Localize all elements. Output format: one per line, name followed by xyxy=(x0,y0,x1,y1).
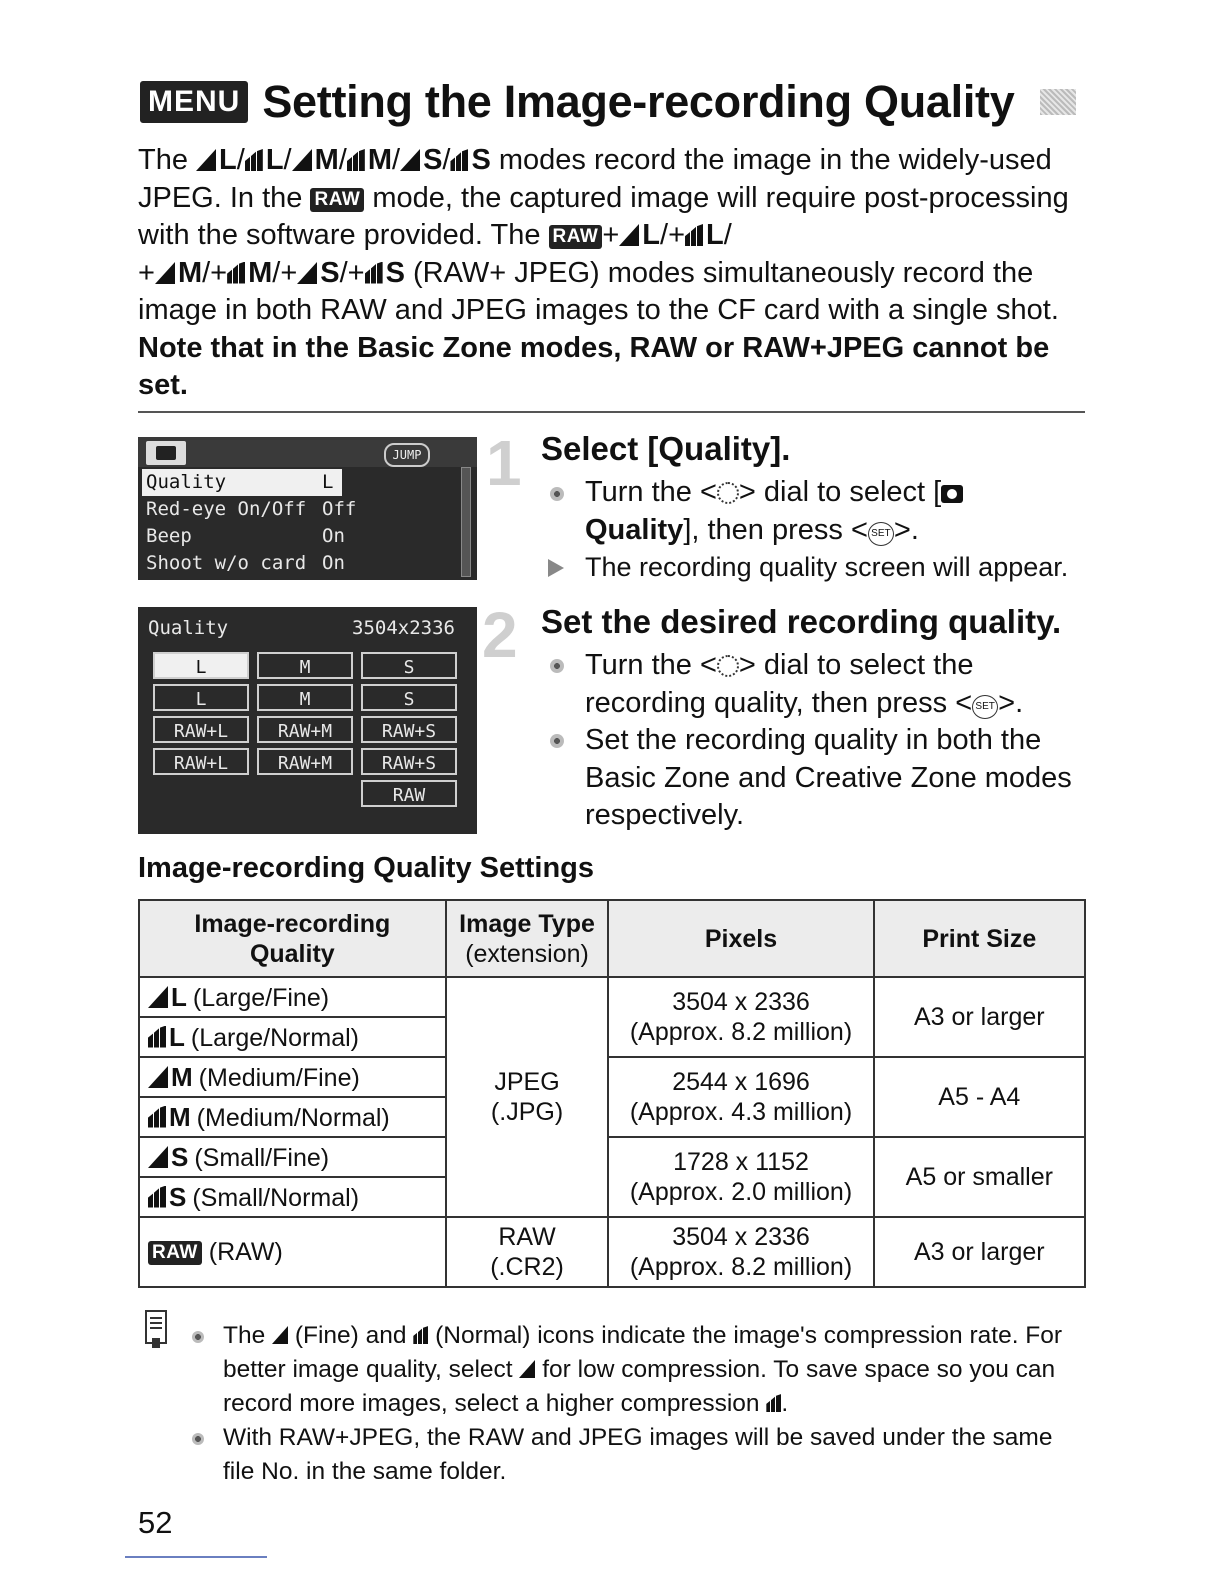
quality-cell-raw: RAW (RAW) xyxy=(139,1217,446,1287)
step1-title: Select [Quality]. xyxy=(541,430,791,467)
page-number: 52 xyxy=(138,1505,173,1540)
quality-cell-normal-medium: M xyxy=(257,684,353,711)
step1-result: The recording quality screen will appear. xyxy=(585,552,1069,582)
quality-cell: M (Medium/Fine) xyxy=(139,1057,446,1097)
header-pixels: Pixels xyxy=(608,900,873,977)
normal-icon xyxy=(148,1106,166,1128)
normal-icon xyxy=(227,262,245,284)
quality-cell: L (Large/Fine) xyxy=(139,977,446,1017)
page-title xyxy=(140,72,1076,132)
raw-badge: RAW xyxy=(310,188,364,212)
memo-icon xyxy=(145,1310,167,1344)
quality-cell-raw-fine-large: RAW+L xyxy=(153,716,249,743)
quality-cell-raw-normal-medium: RAW+M xyxy=(257,748,353,775)
fine-icon xyxy=(155,262,175,284)
fine-icon xyxy=(148,1066,168,1088)
header-print-size: Print Size xyxy=(874,900,1085,977)
type-cell-raw: RAW (.CR2) xyxy=(446,1217,609,1287)
step-number-1: 1 xyxy=(486,427,522,499)
menu-row-red-eye: Red-eye On/Off Off xyxy=(146,498,357,520)
quality-cell-fine-large: L xyxy=(153,652,249,679)
note-compression: The (Fine) and (Normal) icons indicate the image's compression rate. For better image quality, select for low compression. To save space so you can record more images, select a higher compression . xyxy=(223,1322,1063,1417)
menu-row-beep: Beep On xyxy=(146,525,345,547)
pixels-cell-medium: 2544 x 1696 (Approx. 4.3 million) xyxy=(608,1057,873,1137)
camera-icon xyxy=(941,485,963,503)
normal-icon xyxy=(245,149,263,171)
quality-cell-raw-fine-small: RAW+S xyxy=(361,716,457,743)
fine-icon xyxy=(272,1326,288,1344)
step2-title: Set the desired recording quality. xyxy=(541,603,1062,640)
fine-icon xyxy=(400,149,420,171)
raw-badge: RAW xyxy=(148,1241,202,1265)
fine-icon xyxy=(519,1360,535,1378)
bullet-icon xyxy=(550,487,564,501)
resolution-readout: 3504x2336 xyxy=(352,617,455,639)
section-tab-marker xyxy=(1040,89,1076,115)
menu-tab-bar xyxy=(138,437,477,467)
menu-row-shoot-without-card: Shoot w/o card On xyxy=(146,552,345,574)
print-cell-small: A5 or smaller xyxy=(874,1137,1085,1217)
pixels-cell-small: 1728 x 1152 (Approx. 2.0 million) xyxy=(608,1137,873,1217)
normal-icon xyxy=(413,1326,428,1344)
print-cell-raw: A3 or larger xyxy=(874,1217,1085,1287)
quality-cell-raw-normal-small: RAW+S xyxy=(361,748,457,775)
quality-cell-raw-normal-large: RAW+L xyxy=(153,748,249,775)
fine-icon xyxy=(196,149,216,171)
normal-icon xyxy=(766,1394,781,1412)
normal-icon xyxy=(450,149,468,171)
type-cell-jpeg: JPEG (.JPG) xyxy=(446,977,609,1217)
table-row xyxy=(139,977,1085,1017)
note-raw-jpeg: With RAW+JPEG, the RAW and JPEG images will be saved under the same file No. in the same folder. xyxy=(223,1424,1053,1485)
menu-scrollbar xyxy=(461,467,471,577)
fine-icon xyxy=(148,1146,168,1168)
fine-icon xyxy=(148,986,168,1008)
jump-label: JUMP xyxy=(384,443,430,467)
title-text: Setting the Image-recording Quality xyxy=(262,76,1015,127)
result-arrow-icon xyxy=(548,559,564,577)
lcd-menu-screen xyxy=(138,437,477,580)
raw-badge: RAW xyxy=(549,225,603,249)
print-cell-medium: A5 - A4 xyxy=(874,1057,1085,1137)
table-row-raw xyxy=(139,1217,1085,1287)
quality-cell-fine-small: S xyxy=(361,652,457,679)
lcd-quality-screen xyxy=(138,607,477,834)
quality-screen-header: Quality 3504x2336 xyxy=(138,613,477,643)
header-type: Image Type (extension) xyxy=(446,900,609,977)
quality-cell-normal-small: S xyxy=(361,684,457,711)
footer-line xyxy=(125,1556,267,1558)
main-dial-icon xyxy=(717,482,739,504)
intro-paragraph: The L/ L/ M/ M/ S/ S modes record the image in the widely-used JPEG. In the RAW mode, the captured image will require post-processing with the software provided. The RAW + L/+ L/ + M/+ M/+ S/+ S (RAW+ JPEG) modes simultaneously record the image in both RAW and JPEG images to the CF card with a single shot. Note that in the Basic Zone modes, RAW or RAW+JPEG cannot be set. xyxy=(138,144,1069,401)
table-header-row xyxy=(139,900,1085,977)
table-title: Image-recording Quality Settings xyxy=(138,852,595,884)
menu-row-quality: Quality L xyxy=(142,469,342,496)
shooting-menu-tab xyxy=(146,441,186,465)
step2-instruction: Turn the < > dial to select the recording quality, then press < SET >. xyxy=(585,649,1024,719)
quality-settings-table xyxy=(138,899,1086,1288)
main-dial-icon xyxy=(717,655,739,677)
quality-cell-fine-medium: M xyxy=(257,652,353,679)
quality-cell: S (Small/Normal) xyxy=(139,1177,446,1217)
print-cell-large: A3 or larger xyxy=(874,977,1085,1057)
fine-icon xyxy=(297,262,317,284)
table-row xyxy=(139,1137,1085,1177)
quality-cell: L (Large/Normal) xyxy=(139,1017,446,1057)
fine-icon xyxy=(619,224,639,246)
quality-cell-raw-fine-medium: RAW+M xyxy=(257,716,353,743)
normal-icon xyxy=(365,262,383,284)
header-quality: Image-recording Quality xyxy=(139,900,446,977)
bullet-icon xyxy=(192,1433,204,1445)
pixels-cell-large: 3504 x 2336 (Approx. 8.2 million) xyxy=(608,977,873,1057)
quality-cell-raw: RAW xyxy=(361,780,457,807)
basic-zone-note: Note that in the Basic Zone modes, RAW or RAW+JPEG cannot be set. xyxy=(138,331,1050,401)
set-button-icon: SET xyxy=(868,522,894,546)
table-row xyxy=(139,1057,1085,1097)
bullet-icon xyxy=(550,659,564,673)
step-number-2: 2 xyxy=(482,599,518,671)
section-divider xyxy=(138,411,1085,413)
camera-icon xyxy=(156,446,176,460)
quality-cell: S (Small/Fine) xyxy=(139,1137,446,1177)
pixels-cell-raw: 3504 x 2336 (Approx. 8.2 million) xyxy=(608,1217,873,1287)
bullet-icon xyxy=(192,1331,204,1343)
fine-icon xyxy=(292,149,312,171)
normal-icon xyxy=(148,1186,166,1208)
menu-badge: MENU xyxy=(140,81,248,123)
normal-icon xyxy=(685,224,703,246)
step2-note: Set the recording quality in both the Basic Zone and Creative Zone modes respectively. xyxy=(585,724,1072,831)
normal-icon xyxy=(347,149,365,171)
normal-icon xyxy=(148,1026,166,1048)
bullet-icon xyxy=(550,734,564,748)
set-button-icon: SET xyxy=(972,695,998,719)
quality-cell-normal-large: L xyxy=(153,684,249,711)
quality-cell: M (Medium/Normal) xyxy=(139,1097,446,1137)
step1-instruction: Turn the < > dial to select [ Quality], then press < SET >. xyxy=(585,474,1085,549)
